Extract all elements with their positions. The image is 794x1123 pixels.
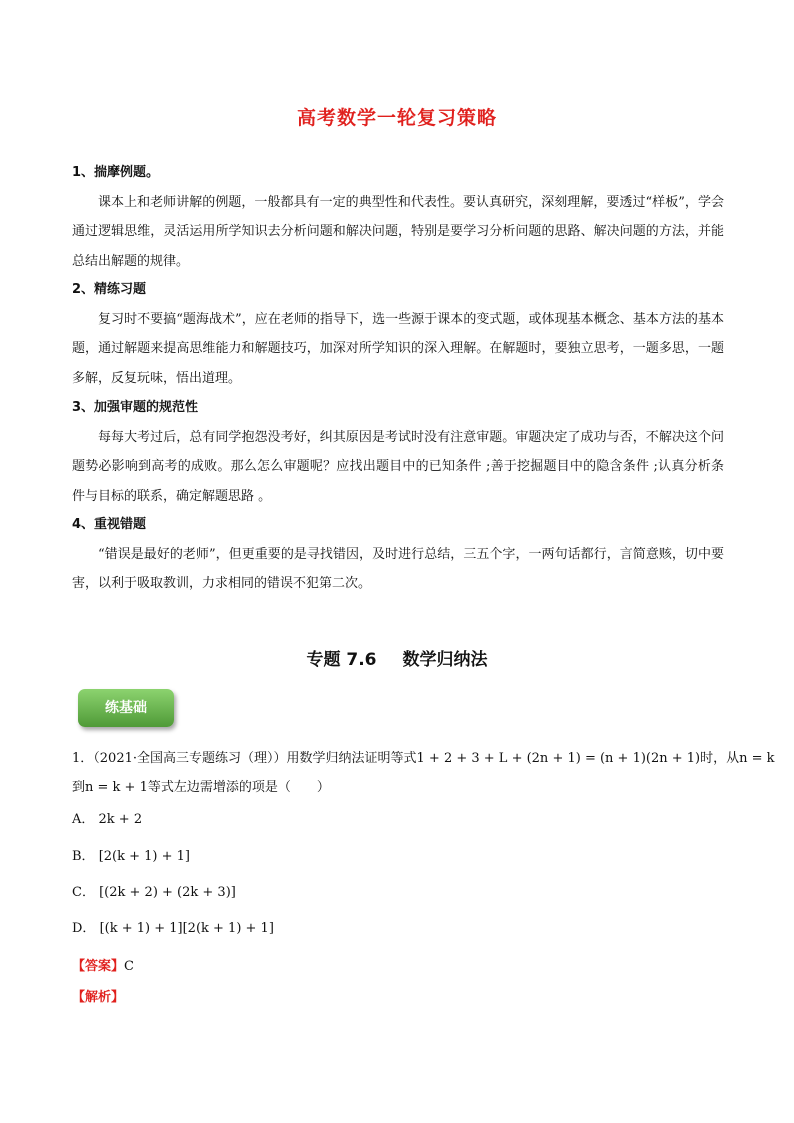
option-c[interactable] (72, 881, 236, 900)
analysis-label: 【解析】 (72, 990, 125, 1005)
option-expression: [(2k + 2) + (2k + 3)] (99, 885, 236, 900)
question-line-2 (72, 776, 330, 795)
section-heading: 3、加强审题的规范性 (72, 400, 199, 415)
option-label: C． (72, 885, 95, 900)
section-heading: 4、重视错题 (72, 517, 147, 532)
question-line2-suffix: 等式左边需增添的项是（ ） (147, 780, 330, 795)
section-4 (72, 510, 724, 599)
section-2 (72, 275, 724, 393)
section-body: 课本上和老师讲解的例题，一般都具有一定的典型性和代表性。要认真研究，深刻理解，要透过“样板”，学会通过逻辑思维，灵活运用所学知识去分析问题和解决问题，特别是要学习分析问题的思路、解决问题的方法，并能总结出解题的规律。 (72, 194, 724, 269)
option-expression: [2(k + 1) + 1] (98, 849, 190, 864)
page-title: 高考数学一轮复习策略 (296, 107, 497, 129)
option-label: B． (72, 849, 95, 864)
option-expression: [(k + 1) + 1][2(k + 1) + 1] (99, 921, 274, 936)
option-label: D． (72, 921, 96, 936)
option-label: A． (72, 812, 95, 827)
section-body: 复习时不要搞“题海战术”，应在老师的指导下，选一些源于课本的变式题，或体现基本概念、基本方法的基本题，通过解题来提高思维能力和解题技巧，加深对所学知识的深入理解。在解题时，要独立思考，一题多思，一题多解，反复玩味，悟出道理。 (72, 311, 724, 386)
question-formula: 1 + 2 + 3 + L + (2n + 1) = (n + 1)(2n + 1) (416, 751, 701, 766)
option-expression: 2k + 2 (98, 812, 143, 827)
option-b[interactable] (72, 845, 190, 864)
question-condition-to: n = k + 1 (85, 780, 148, 795)
section-3 (72, 393, 724, 511)
question-text-suffix: 时，从 (700, 751, 740, 766)
section-body: “错误是最好的老师”，但更重要的是寻找错因，及时进行总结，三五个字，一两句话都行，言简意赅，切中要害，以利于吸取教训，力求相同的错误不犯第二次。 (72, 546, 724, 591)
answer-value: C (124, 959, 134, 974)
answer-row (72, 955, 134, 974)
topic-label: 专题 7.6 (306, 650, 377, 670)
question-number: 1． (72, 751, 94, 766)
question-line-1 (72, 747, 775, 766)
section-body: 每每大考过后，总有同学抱怨没考好，纠其原因是考试时没有注意审题。审题决定了成功与否，不解决这个问题势必影响到高考的成败。那么怎么审题呢？应找出题目中的已知条件 ;善于挖掘题目中的隐含条件 ;认真分析条件与目标的联系，确定解题思路 。 (72, 429, 724, 504)
option-a[interactable] (72, 808, 142, 827)
question-1 (72, 747, 775, 797)
question-condition-from: n = k (739, 751, 775, 766)
section-1 (72, 158, 724, 276)
practice-basics-button[interactable]: 练基础 (78, 689, 174, 727)
answer-label: 【答案】 (72, 959, 125, 974)
section-heading: 1、揣摩例题。 (72, 165, 160, 180)
question-line2-prefix: 到 (72, 780, 86, 795)
section-heading: 2、精练习题 (72, 282, 147, 297)
option-d[interactable] (72, 917, 274, 936)
question-text: 用数学归纳法证明等式 (286, 751, 417, 766)
topic-name: 数学归纳法 (402, 650, 488, 670)
analysis-row (72, 986, 124, 1005)
topic-title (0, 645, 794, 670)
question-source: （2021·全国高三专题练习（理）） (93, 751, 287, 766)
